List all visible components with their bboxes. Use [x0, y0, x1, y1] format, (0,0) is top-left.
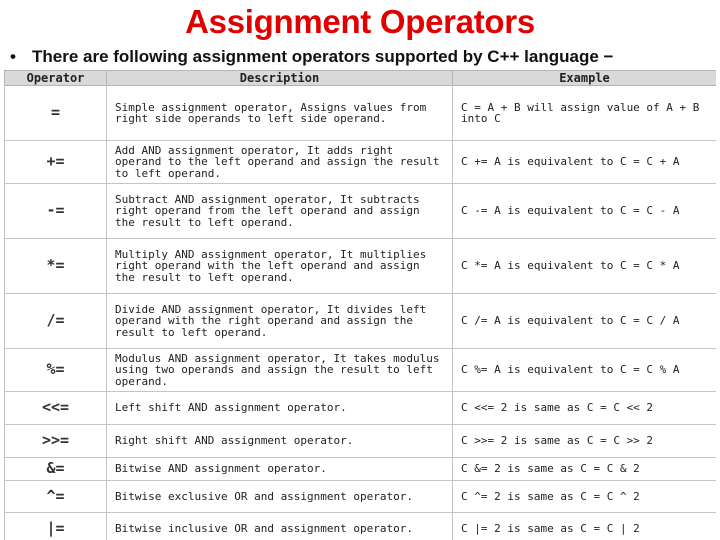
table-row	[5, 349, 717, 392]
example-cell: C |= 2 is same as C = C | 2	[453, 513, 717, 540]
description-cell: Add AND assignment operator, It adds right operand to the left operand and assign the result to left operand.	[107, 141, 453, 184]
description-cell: Left shift AND assignment operator.	[107, 392, 453, 425]
operator-cell: %=	[5, 349, 107, 392]
table-header-row	[5, 71, 717, 86]
example-cell: C ^= 2 is same as C = C ^ 2	[453, 481, 717, 513]
description-cell: Right shift AND assignment operator.	[107, 425, 453, 458]
bullet-point	[10, 44, 710, 70]
description-cell: Bitwise exclusive OR and assignment operator.	[107, 481, 453, 513]
header-operator: Operator	[5, 71, 107, 86]
description-cell: Modulus AND assignment operator, It takes modulus using two operands and assign the result to left operand.	[107, 349, 453, 392]
table-row	[5, 481, 717, 513]
description-cell: Bitwise AND assignment operator.	[107, 458, 453, 481]
bullet-text: There are following assignment operators supported by C++ language −	[32, 47, 614, 66]
operator-cell: <<=	[5, 392, 107, 425]
operators-table-container	[4, 70, 716, 540]
example-cell: C %= A is equivalent to C = C % A	[453, 349, 717, 392]
operators-table	[4, 70, 716, 540]
example-cell: C >>= 2 is same as C = C >> 2	[453, 425, 717, 458]
table-row	[5, 294, 717, 349]
operator-cell: *=	[5, 239, 107, 294]
table-row	[5, 141, 717, 184]
description-cell: Bitwise inclusive OR and assignment operator.	[107, 513, 453, 540]
table-row	[5, 184, 717, 239]
slide-title: Assignment Operators	[185, 3, 535, 40]
table-row	[5, 513, 717, 540]
operator-cell: |=	[5, 513, 107, 540]
header-example: Example	[453, 71, 717, 86]
operator-cell: -=	[5, 184, 107, 239]
operator-cell: /=	[5, 294, 107, 349]
operator-cell: ^=	[5, 481, 107, 513]
table-row	[5, 458, 717, 481]
example-cell: C *= A is equivalent to C = C * A	[453, 239, 717, 294]
example-cell: C = A + B will assign value of A + B into C	[453, 86, 717, 141]
example-cell: C &= 2 is same as C = C & 2	[453, 458, 717, 481]
operator-cell: &=	[5, 458, 107, 481]
example-cell: C /= A is equivalent to C = C / A	[453, 294, 717, 349]
table-row	[5, 86, 717, 141]
example-cell: C -= A is equivalent to C = C - A	[453, 184, 717, 239]
example-cell: C <<= 2 is same as C = C << 2	[453, 392, 717, 425]
description-cell: Multiply AND assignment operator, It multiplies right operand with the left operand and assign the result to left operand.	[107, 239, 453, 294]
table-row	[5, 425, 717, 458]
operator-cell: >>=	[5, 425, 107, 458]
description-cell: Simple assignment operator, Assigns values from right side operands to left side operand.	[107, 86, 453, 141]
description-cell: Divide AND assignment operator, It divides left operand with the right operand and assign the result to left operand.	[107, 294, 453, 349]
operator-cell: +=	[5, 141, 107, 184]
bullet-icon: •	[10, 47, 16, 66]
table-row	[5, 239, 717, 294]
operator-cell: =	[5, 86, 107, 141]
example-cell: C += A is equivalent to C = C + A	[453, 141, 717, 184]
table-row	[5, 392, 717, 425]
description-cell: Subtract AND assignment operator, It subtracts right operand from the left operand and assign the result to left operand.	[107, 184, 453, 239]
header-description: Description	[107, 71, 453, 86]
